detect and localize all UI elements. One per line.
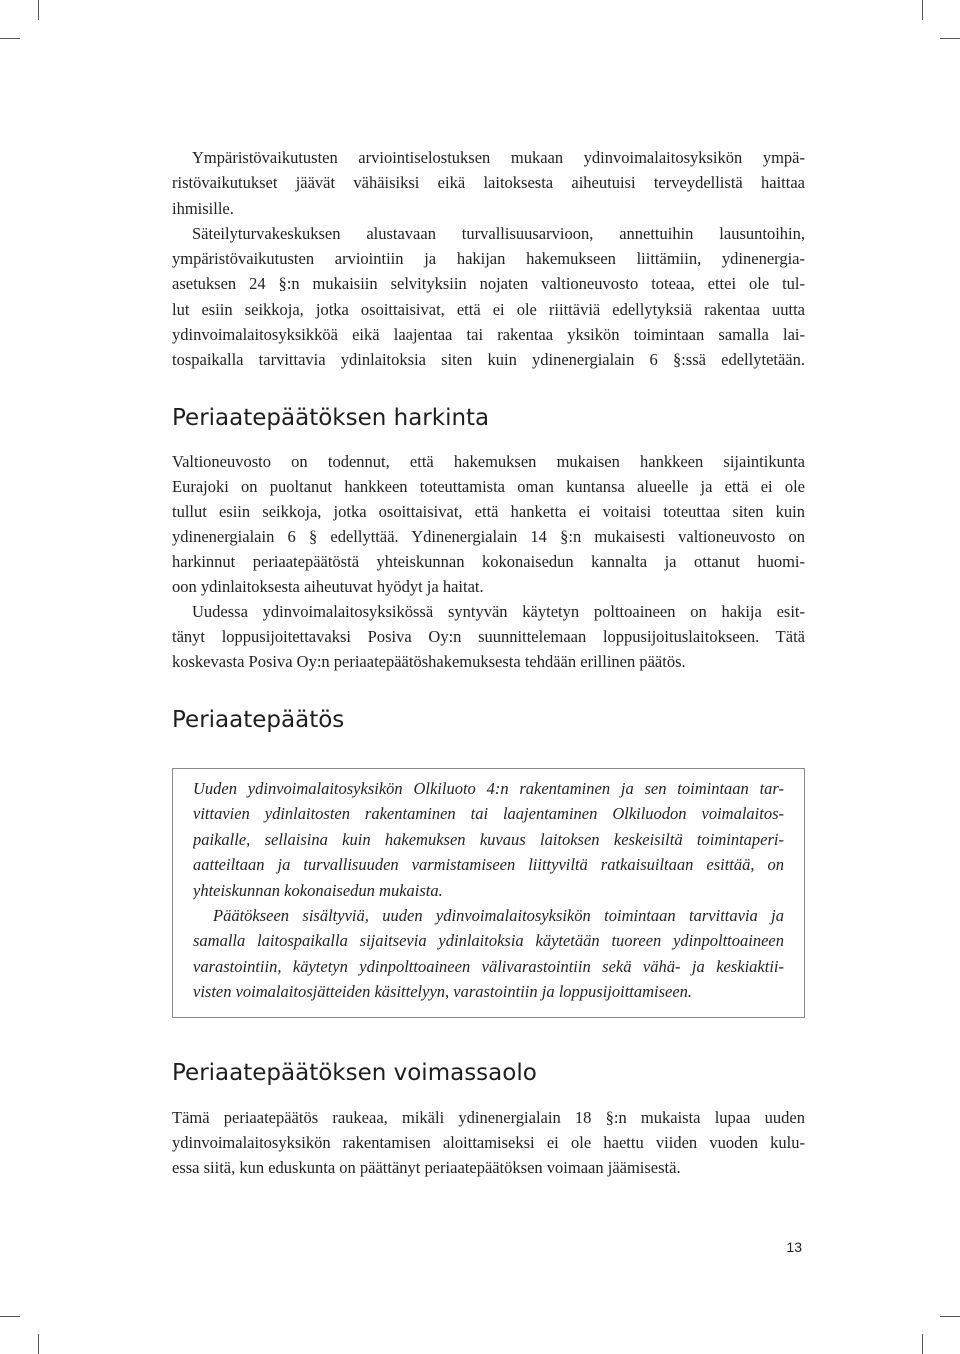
- text-line: yhteiskunnan kokonaisedun mukaista.: [193, 880, 443, 900]
- crop-mark-top-right-horizontal: [940, 38, 960, 39]
- crop-mark-bottom-left-horizontal: [0, 1316, 20, 1317]
- paragraph: [172, 221, 805, 373]
- paragraph: [193, 903, 784, 1005]
- section-heading-paatos: Periaatepäätös: [172, 707, 345, 733]
- text-line: tospaikalla tarvittavia ydinlaitoksia siten kuin ydinenergialain 6 §:ssä edellytetään.: [172, 350, 805, 369]
- text-line: koskevasta Posiva Oy:n periaatepäätöshakemuksesta tehdään erillinen päätös.: [172, 652, 686, 671]
- text-line: asetuksen 24 §:n mukaisiin selvityksiin nojaten valtioneuvosto toteaa, ettei ole tul-: [172, 274, 805, 294]
- section-heading-harkinta: Periaatepäätöksen harkinta: [172, 405, 490, 431]
- text-line: Uuden ydinvoimalaitosyksikön Olkiluoto 4:n rakentaminen ja sen toimintaan tar-: [193, 779, 784, 798]
- text-line: varastointiin, käytetyn ydinpolttoaineen välivarastointiin sekä vähä- ja keskiaktii-: [193, 956, 784, 976]
- paragraph: [172, 449, 805, 599]
- crop-mark-top-right-vertical: [922, 0, 923, 20]
- text-line: aatteiltaan ja turvallisuuden varmistamiseen liittyviltä ratkaisuiltaan esittää, on: [193, 855, 784, 875]
- crop-mark-top-left-horizontal: [0, 38, 20, 39]
- decision-box: [172, 768, 805, 1018]
- paragraph: [172, 145, 805, 221]
- crop-mark-bottom-right-horizontal: [940, 1316, 960, 1317]
- text-line: Päätökseen sisältyviä, uuden ydinvoimalaitosyksikön toimintaan tarvittavia ja: [213, 905, 784, 925]
- page-number: 13: [786, 1239, 802, 1255]
- voimassaolo-section: [172, 1105, 805, 1180]
- paragraph: [193, 776, 784, 903]
- text-line: Tämä periaatepäätös raukeaa, mikäli ydinenergialain 18 §:n mukaista lupaa uuden: [172, 1108, 805, 1127]
- text-line: vittavien ydinlaitosten rakentaminen tai laajentaminen Olkiluodon voimalaitos-: [193, 804, 784, 824]
- text-line: Uudessa ydinvoimalaitosyksikössä syntyvän käytetyn polttoaineen on hakija esit-: [192, 602, 805, 621]
- crop-mark-bottom-left-vertical: [38, 1334, 39, 1354]
- text-line: ympäristövaikutusten arviointiin ja hakijan hakemukseen liittämiin, ydinenergia-: [172, 249, 805, 268]
- text-line: tullut esiin seikkoja, jotka osoittaisivat, että hanketta ei voitaisi toteuttaa siten kuin: [172, 502, 805, 521]
- text-line: Eurajoki on puoltanut hankkeen toteuttamista oman kuntansa alueelle ja että ei ole: [172, 477, 805, 496]
- crop-mark-top-left-vertical: [38, 0, 39, 20]
- text-line: harkinnut periaatepäätöstä yhteiskunnan kokonaisedun kannalta ja ottanut huomi-: [172, 552, 805, 571]
- crop-mark-bottom-right-vertical: [922, 1334, 923, 1354]
- text-line: ydinvoimalaitosyksikköä eikä laajentaa tai rakentaa yksikön toimintaan samalla lai-: [172, 324, 805, 344]
- text-line: tänyt loppusijoitettavaksi Posiva Oy:n suunnittelemaan loppusijoituslaitokseen. Tätä: [172, 627, 805, 646]
- paragraph: [172, 599, 805, 674]
- text-line: ydinenergialain 6 § edellyttää. Ydinenergialain 14 §:n mukaisesti valtioneuvosto on: [172, 527, 805, 546]
- text-line: visten voimalaitosjätteiden käsittelyyn, varastointiin ja loppusijoittamiseen.: [193, 982, 693, 1002]
- text-line: essa siitä, kun eduskunta on päättänyt periaatepäätöksen voimaan jäämisestä.: [172, 1158, 681, 1177]
- text-line: Valtioneuvosto on todennut, että hakemuksen mukaisen hankkeen sijaintikunta: [172, 452, 805, 471]
- section-heading-voimassaolo: Periaatepäätöksen voimassaolo: [172, 1060, 537, 1086]
- text-line: paikalle, sellaisina kuin hakemuksen kuvaus laitoksen keskeisiltä toimintaperi-: [193, 829, 784, 849]
- harkinta-section: [172, 449, 805, 674]
- text-line: ydinvoimalaitosyksikön rakentamisen aloittamiseksi ei ole haettu viiden vuoden kulu-: [172, 1133, 805, 1152]
- text-line: Säteilyturvakeskuksen alustavaan turvallisuusarvioon, annettuihin lausuntoihin,: [192, 223, 805, 243]
- text-line: ristövaikutukset jäävät vähäisiksi eikä laitoksesta aiheutuisi terveydellistä haittaa: [172, 173, 805, 193]
- text-line: oon ydinlaitoksesta aiheutuvat hyödyt ja haitat.: [172, 577, 484, 596]
- text-line: ihmisille.: [172, 198, 234, 218]
- paragraph: [172, 1105, 805, 1180]
- intro-section: [172, 145, 805, 372]
- text-line: lut esiin seikkoja, jotka osoittaisivat, että ei ole riittäviä edellytyksiä rakentaa uutta: [172, 299, 805, 319]
- text-line: Ympäristövaikutusten arviointiselostuksen mukaan ydinvoimalaitosyksikön ympä-: [192, 148, 805, 167]
- text-line: samalla laitospaikalla sijaitsevia ydinlaitoksia käytetään tuoreen ydinpolttoaineen: [193, 931, 784, 951]
